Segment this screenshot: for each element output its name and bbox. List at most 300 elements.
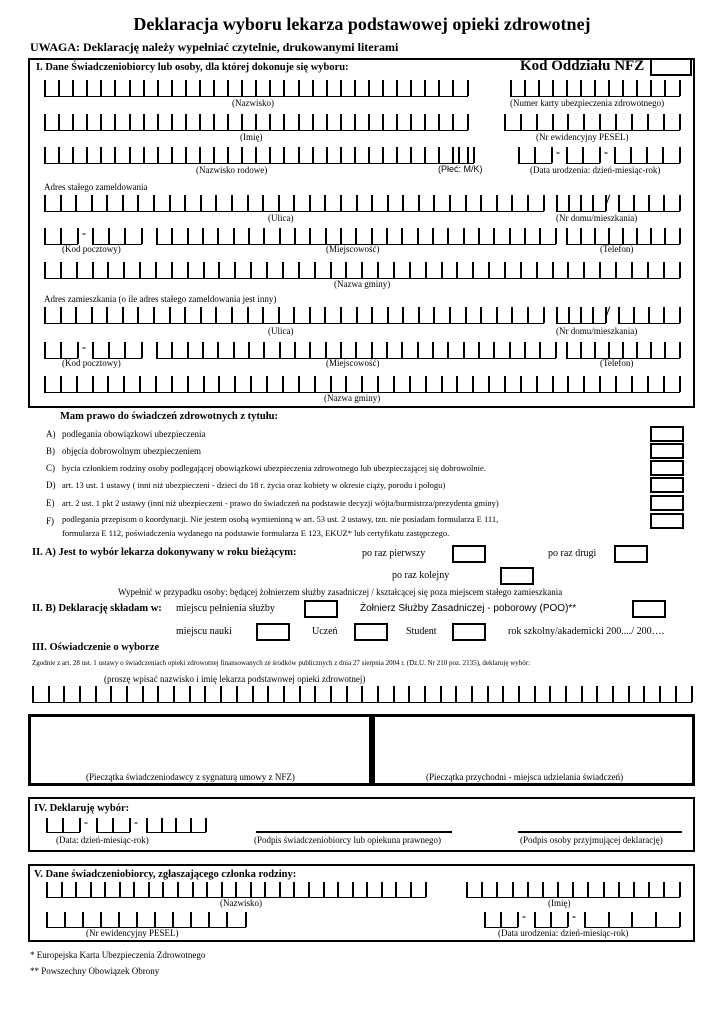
pupil-checkbox[interactable] (354, 623, 388, 641)
reporter-pesel-label: (Nr ewidencyjny PESEL) (86, 928, 179, 938)
second-time-checkbox[interactable] (614, 545, 648, 563)
entitlement-a-checkbox[interactable] (650, 426, 684, 442)
comb-tick (213, 114, 215, 130)
comb-tick (72, 147, 74, 163)
comb-tick (396, 114, 398, 130)
comb-tick (340, 342, 342, 358)
comb-tick (44, 262, 46, 278)
comb-tick (410, 147, 412, 163)
res-phone-field[interactable] (566, 342, 680, 359)
comb-tick (565, 686, 567, 702)
decl-date-label: (Data: dzień-miesiąc-rok) (56, 835, 149, 845)
comb-tick (185, 147, 187, 163)
section2a-heading: II. A) Jest to wybór lekarza dokonywany w roku bieżącym: (32, 547, 297, 558)
comb-tick (534, 912, 536, 927)
comb-tick (636, 228, 638, 244)
entitlement-heading: Mam prawo do świadczeń zdrowotnych z tytułu: (60, 411, 278, 422)
comb-tick (603, 882, 605, 897)
comb-tick (381, 882, 383, 897)
staff-signature-line[interactable] (518, 831, 682, 833)
comb-tick (433, 307, 435, 323)
comb-tick (200, 307, 202, 323)
comb-tick (169, 307, 171, 323)
entitlement-f-checkbox[interactable] (650, 513, 684, 529)
comb-tick (330, 376, 332, 392)
comb-tick (408, 686, 410, 702)
comb-tick (567, 376, 569, 392)
comb-tick (480, 307, 482, 323)
comb-tick (58, 147, 60, 163)
comb-tick (155, 262, 157, 278)
comb-tick (410, 114, 412, 130)
entitlement-letter: E) (46, 498, 55, 508)
comb-tick (262, 195, 264, 211)
comb-tick (60, 307, 62, 323)
comb-tick (648, 882, 650, 897)
family-name-field[interactable] (44, 147, 468, 164)
comb-tick (267, 686, 269, 702)
street-field[interactable] (44, 195, 544, 212)
comb-tick (633, 307, 635, 323)
comb-tick (425, 376, 427, 392)
comb-tick (340, 195, 342, 211)
section2b-heading: II. B) Deklarację składam w: (32, 603, 162, 614)
comb-tick (580, 80, 582, 96)
comb-tick (122, 195, 124, 211)
comb-tick (463, 342, 465, 358)
comb-tick (354, 147, 356, 163)
comb-tick (452, 80, 454, 96)
comb-tick (108, 228, 110, 244)
comb-tick (171, 114, 173, 130)
comb-tick (190, 912, 192, 927)
comb-tick (60, 376, 62, 392)
comb-tick (633, 882, 635, 897)
comb-tick (241, 147, 243, 163)
comb-tick (567, 114, 569, 130)
reporter-birth-day-field[interactable] (484, 912, 518, 928)
entitlement-letter: A) (46, 429, 56, 439)
res-postal-code-label: (Kod pocztowy) (62, 358, 121, 368)
comb-tick (496, 882, 498, 897)
birth-month-field[interactable] (566, 147, 600, 164)
comb-tick (309, 342, 311, 358)
comb-tick (580, 195, 582, 211)
entitlement-f-line2: formularza E 112, poświadczenia wydanego na podstawie formularza E 123, EKUZ* lub certyfikatu zastępczego. (62, 528, 450, 538)
res-commune-field[interactable] (44, 376, 680, 393)
comb-tick (643, 686, 645, 702)
patient-signature-line[interactable] (256, 831, 452, 833)
comb-tick (217, 228, 219, 244)
dash: - (84, 815, 88, 829)
dash: - (522, 909, 526, 923)
res-house-no-label: (Nr domu/mieszkania) (556, 326, 638, 336)
comb-tick (255, 80, 257, 96)
warning-text: UWAGA: Deklarację należy wypełniać czytelnie, drukowanymi literami (30, 40, 399, 54)
comb-tick (631, 114, 633, 130)
next-time-checkbox[interactable] (500, 567, 534, 585)
comb-tick (580, 307, 582, 323)
comb-tick (32, 686, 34, 702)
comb-tick (377, 262, 379, 278)
comb-tick (44, 342, 46, 358)
comb-tick (557, 882, 559, 897)
comb-tick (202, 228, 204, 244)
comb-tick (425, 262, 427, 278)
comb-tick (75, 307, 77, 323)
reporter-surname-field[interactable] (46, 882, 426, 898)
comb-tick (129, 114, 131, 130)
comb-tick (248, 342, 250, 358)
comb-tick (361, 376, 363, 392)
sex-field[interactable] (458, 147, 474, 164)
comb-tick (309, 228, 311, 244)
comb-tick (118, 912, 120, 927)
comb-tick (663, 195, 665, 211)
comb-tick (213, 80, 215, 96)
comb-tick (592, 195, 594, 211)
comb-tick (493, 342, 495, 358)
comb-tick (396, 80, 398, 96)
comb-tick (395, 882, 397, 897)
comb-tick (493, 228, 495, 244)
comb-tick (161, 818, 163, 832)
comb-tick (371, 195, 373, 211)
comb-tick (452, 114, 454, 130)
study-place-checkbox[interactable] (256, 623, 290, 641)
comb-tick (618, 195, 620, 211)
comb-tick (536, 262, 538, 278)
comb-tick (185, 114, 187, 130)
comb-tick (44, 80, 46, 96)
comb-tick (189, 686, 191, 702)
comb-tick (269, 147, 271, 163)
comb-tick (86, 114, 88, 130)
comb-tick (185, 80, 187, 96)
comb-tick (309, 307, 311, 323)
comb-tick (538, 80, 540, 96)
comb-tick (205, 818, 207, 832)
res-house-no-field[interactable] (556, 307, 606, 324)
service-place-checkbox[interactable] (304, 600, 338, 618)
comb-tick (664, 342, 666, 358)
comb-tick (279, 342, 281, 358)
comb-tick (218, 376, 220, 392)
comb-tick (294, 228, 296, 244)
comb-tick (539, 228, 541, 244)
decl-month-field[interactable] (96, 818, 130, 833)
house-no-field[interactable] (556, 195, 606, 212)
comb-tick (377, 686, 379, 702)
comb-tick (46, 818, 48, 832)
comb-tick (221, 882, 223, 897)
comb-tick (60, 228, 62, 244)
comb-tick (355, 228, 357, 244)
comb-tick (478, 228, 480, 244)
comb-tick (647, 376, 649, 392)
comb-tick (177, 882, 179, 897)
section1-heading: I. Dane Świadczeniobiorcy lub osoby, dla której dokonuje się wyboru: (36, 62, 349, 73)
comb-tick (615, 262, 617, 278)
comb-tick (583, 262, 585, 278)
comb-tick (636, 342, 638, 358)
comb-tick (154, 912, 156, 927)
comb-tick (524, 342, 526, 358)
comb-tick (580, 342, 582, 358)
comb-tick (255, 114, 257, 130)
comb-tick (233, 342, 235, 358)
comb-tick (325, 228, 327, 244)
comb-tick (631, 376, 633, 392)
comb-tick (536, 114, 538, 130)
entitlement-d-checkbox[interactable] (650, 477, 684, 493)
comb-tick (552, 262, 554, 278)
comb-tick (60, 262, 62, 278)
comb-tick (206, 882, 208, 897)
flat-no-field[interactable] (618, 195, 680, 212)
comb-tick (79, 818, 81, 832)
slash: / (606, 304, 611, 320)
comb-tick (171, 342, 173, 358)
comb-tick (252, 686, 254, 702)
comb-tick (663, 376, 665, 392)
reporter-birth-year-field[interactable] (584, 912, 680, 928)
comb-tick (123, 262, 125, 278)
comb-tick (481, 882, 483, 897)
doctor-name-field[interactable] (32, 686, 692, 703)
house-no-label: (Nr domu/mieszkania) (556, 213, 638, 223)
comb-tick (636, 80, 638, 96)
commune-field[interactable] (44, 262, 680, 279)
comb-tick (556, 195, 558, 211)
comb-tick (137, 307, 139, 323)
comb-tick (148, 882, 150, 897)
comb-tick (510, 80, 512, 96)
insurance-card-field[interactable] (510, 80, 680, 97)
comb-tick (175, 818, 177, 832)
entitlement-c-checkbox[interactable] (650, 460, 684, 476)
comb-tick (340, 114, 342, 130)
comb-tick (330, 686, 332, 702)
comb-tick (473, 147, 475, 163)
comb-tick (478, 342, 480, 358)
comb-tick (599, 114, 601, 130)
comb-tick (567, 262, 569, 278)
comb-tick (615, 114, 617, 130)
comb-tick (366, 882, 368, 897)
comb-tick (387, 195, 389, 211)
comb-tick (583, 114, 585, 130)
comb-tick (618, 882, 620, 897)
next-time-label: po raz kolejny (392, 570, 450, 581)
service-place-label: miejscu pełnienia służby (176, 603, 275, 614)
comb-tick (472, 376, 474, 392)
comb-tick (368, 114, 370, 130)
entitlement-b-checkbox[interactable] (650, 443, 684, 459)
comb-tick (269, 114, 271, 130)
res-commune-label: (Nazwa gminy) (324, 393, 381, 403)
comb-tick (44, 228, 46, 244)
comb-tick (58, 80, 60, 96)
comb-tick (424, 114, 426, 130)
res-flat-no-field[interactable] (618, 307, 680, 324)
comb-tick (326, 80, 328, 96)
comb-tick (143, 80, 145, 96)
street-label: (Ulica) (268, 213, 294, 223)
comb-tick (371, 307, 373, 323)
comb-tick (608, 912, 610, 927)
comb-tick (199, 114, 201, 130)
birth-day-field[interactable] (518, 147, 552, 164)
comb-tick (377, 376, 379, 392)
comb-tick (452, 147, 454, 163)
comb-tick (630, 147, 632, 163)
comb-tick (608, 80, 610, 96)
comb-tick (283, 114, 285, 130)
comb-tick (371, 342, 373, 358)
dash: - (572, 909, 576, 923)
slash: / (606, 192, 611, 208)
postal-code-field-b[interactable] (92, 228, 142, 245)
comb-tick (455, 686, 457, 702)
comb-tick (75, 882, 77, 897)
res-phone-label: (Telefon) (600, 358, 634, 368)
comb-tick (202, 342, 204, 358)
decl-day-field[interactable] (46, 818, 80, 833)
section3-instruction: (proszę wpisać nazwisko i imię lekarza podstawowej opieki zdrowotnej) (104, 674, 366, 684)
comb-tick (76, 262, 78, 278)
entitlement-text: podlegania obowiązkowi ubezpieczenia (62, 429, 206, 439)
school-year-label: rok szkolny/akademicki 200..../ 200…. (508, 626, 665, 637)
comb-tick (266, 376, 268, 392)
surname-field[interactable] (44, 80, 468, 97)
comb-tick (157, 686, 159, 702)
res-postal-code-field-b[interactable] (92, 342, 142, 359)
comb-tick (441, 262, 443, 278)
comb-tick (512, 882, 514, 897)
comb-tick (141, 228, 143, 244)
comb-tick (72, 114, 74, 130)
comb-tick (550, 912, 552, 927)
comb-tick (72, 80, 74, 96)
phone-field[interactable] (566, 228, 680, 245)
comb-tick (283, 80, 285, 96)
comb-tick (236, 686, 238, 702)
comb-tick (648, 195, 650, 211)
comb-tick (511, 195, 513, 211)
comb-tick (250, 882, 252, 897)
comb-tick (466, 882, 468, 897)
comb-tick (552, 376, 554, 392)
comb-tick (679, 307, 681, 323)
comb-tick (293, 882, 295, 897)
comb-tick (622, 80, 624, 96)
comb-tick (264, 882, 266, 897)
comb-tick (650, 80, 652, 96)
city-field[interactable] (156, 228, 556, 245)
pesel-label: (Nr ewidencyjny PESEL) (536, 132, 629, 142)
comb-tick (162, 882, 164, 897)
comb-tick (141, 342, 143, 358)
pesel-field[interactable] (504, 114, 680, 131)
comb-tick (44, 147, 46, 163)
comb-tick (368, 147, 370, 163)
first-time-checkbox[interactable] (452, 545, 486, 563)
birth-year-field[interactable] (614, 147, 680, 164)
comb-tick (245, 912, 247, 927)
res-postal-code-field-a[interactable] (44, 342, 78, 359)
comb-tick (596, 686, 598, 702)
reporter-birth-month-field[interactable] (534, 912, 568, 928)
comb-tick (215, 195, 217, 211)
comb-tick (361, 262, 363, 278)
comb-tick (79, 686, 81, 702)
comb-tick (534, 147, 536, 163)
reporter-pesel-field[interactable] (46, 912, 246, 928)
comb-tick (199, 147, 201, 163)
comb-tick (298, 262, 300, 278)
comb-tick (633, 195, 635, 211)
comb-tick (156, 228, 158, 244)
decl-year-field[interactable] (146, 818, 206, 833)
dash: - (82, 340, 86, 354)
comb-tick (255, 147, 257, 163)
comb-tick (566, 228, 568, 244)
comb-tick (48, 686, 50, 702)
comb-tick (675, 686, 677, 702)
comb-tick (520, 376, 522, 392)
first-name-field[interactable] (44, 114, 468, 131)
comb-tick (509, 228, 511, 244)
entitlement-e-checkbox[interactable] (650, 495, 684, 511)
comb-tick (293, 307, 295, 323)
comb-tick (386, 228, 388, 244)
comb-tick (646, 147, 648, 163)
phone-label: (Telefon) (600, 244, 634, 254)
comb-tick (502, 686, 504, 702)
postal-code-field-a[interactable] (44, 228, 78, 245)
comb-tick (679, 342, 681, 358)
comb-tick (618, 307, 620, 323)
comb-tick (106, 307, 108, 323)
comb-tick (173, 686, 175, 702)
comb-tick (326, 114, 328, 130)
res-city-field[interactable] (156, 342, 556, 359)
nfz-code-field[interactable] (650, 58, 692, 76)
comb-tick (549, 686, 551, 702)
comb-tick (401, 228, 403, 244)
reporter-first-name-field[interactable] (466, 882, 680, 898)
comb-tick (536, 376, 538, 392)
comb-tick (77, 342, 79, 358)
soldier-checkbox[interactable] (632, 600, 666, 618)
comb-tick (352, 882, 354, 897)
comb-tick (77, 228, 79, 244)
comb-tick (100, 147, 102, 163)
comb-tick (129, 147, 131, 163)
comb-tick (566, 147, 568, 163)
student-checkbox[interactable] (452, 623, 486, 641)
comb-tick (402, 307, 404, 323)
res-street-field[interactable] (44, 307, 544, 324)
comb-tick (279, 228, 281, 244)
comb-tick (417, 342, 419, 358)
comb-tick (354, 114, 356, 130)
comb-tick (155, 376, 157, 392)
comb-tick (123, 376, 125, 392)
comb-tick (433, 195, 435, 211)
comb-tick (308, 882, 310, 897)
